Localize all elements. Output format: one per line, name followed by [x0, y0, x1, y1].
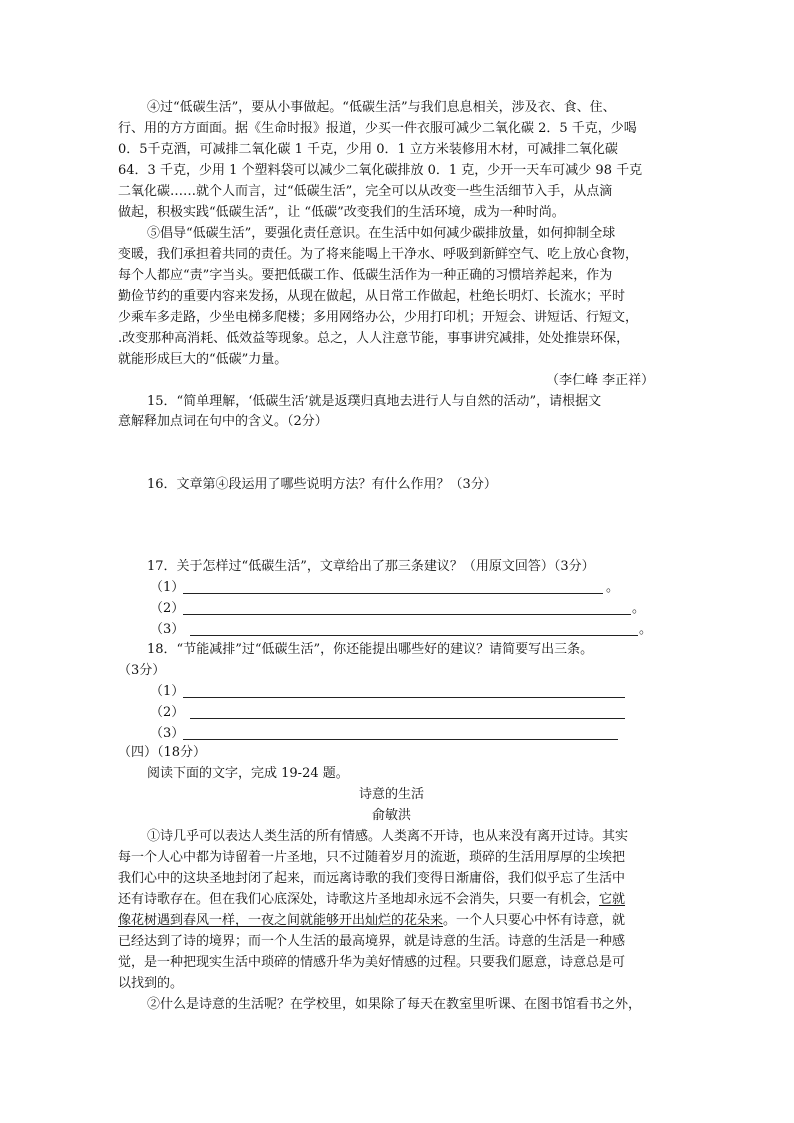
text-line: 我们心中的这块圣地封闭了起来，而远离诗歌的我们变得日渐庸俗，我们似乎忘了生活中 — [118, 871, 626, 886]
text-line: 做起，积极实践“低碳生活”，让 “低碳”改变我们的生活环境，成为一种时尚。 — [118, 205, 565, 220]
text-line: 二氧化碳……就个人而言，过“低碳生活”，完全可以从改变一些生活细节入手，从点滴 — [118, 184, 613, 199]
question-16: 16．文章第④段运用了哪些说明方法？有什么作用？（3分） — [147, 477, 497, 492]
text-line: ⑤倡导“低碳生活”，要强化责任意识。在生活中如何减少碳排放量，如何抑制全球 — [147, 226, 616, 241]
answer-end: 。 — [632, 601, 646, 616]
text-line: 每个人都应“责”字当头。要把低碳工作、低碳生活作为一种正确的习惯培养起来，作为 — [118, 268, 613, 283]
text-segment: 还有诗歌存在。但在我们心底深处，诗歌这片圣地却永远不会消失，只要一有机会， — [118, 892, 600, 907]
text-line — [118, 892, 625, 908]
answer-end: 。 — [606, 580, 620, 595]
text-segment: 。一个人只要心中怀有诗意，就 — [443, 913, 626, 928]
answer-line[interactable] — [183, 697, 625, 698]
text-line: ④过“低碳生活”，要从小事做起。“低碳生活”与我们息息相关，涉及衣、食、住、 — [147, 100, 616, 115]
text-line: 每一个人心中都为诗留着一片圣地，只不过随着岁月的流逝，琐碎的生活用厚厚的尘埃把 — [118, 850, 626, 865]
text-line: 变暖，我们承担着共同的责任。为了将来能喝上干净水、呼吸到新鲜空气、吃上放心食物， — [118, 247, 639, 262]
article-title: 诗意的生活 — [359, 787, 425, 802]
underlined-sentence: 像花树遇到春风一样，一夜之间就能够开出灿烂的花朵来 — [118, 913, 444, 928]
text-line: ①诗几乎可以表达人类生活的所有情感。人类离不开诗，也从来没有离开过诗。其实 — [147, 829, 629, 844]
article-author: 俞敏洪 — [372, 808, 412, 823]
text-line: 行、用的方方面面。据《生命时报》报道，少买一件衣服可减少二氧化碳 2．5 千克，少喝 — [118, 121, 637, 136]
text-line: 以找到的。 — [118, 976, 184, 991]
answer-line[interactable] — [183, 614, 631, 615]
answer-label: （3） — [150, 622, 185, 637]
text-line — [118, 913, 625, 929]
text-line: 勤俭节约的重要内容来发扬，从现在做起，从日常工作做起，杜绝长明灯、长流水；平时 — [118, 289, 626, 304]
text-line: 少乘车多走路，少坐电梯多爬楼；多用网络办公，少用打印机；开短会、讲短话、行短文， — [118, 310, 639, 325]
article-paragraph-2: ②什么是诗意的生活呢？在学校里，如果除了每天在教室里听课、在图书馆看书之外， — [147, 997, 642, 1012]
text-line: 64．3 千克，少用 1 个塑料袋可以减少二氧化碳排放 0．1 克，少开一天车可减少 98 千克 — [118, 163, 643, 178]
answer-label: （2） — [150, 601, 185, 616]
answer-line[interactable] — [190, 718, 625, 719]
answer-line[interactable] — [190, 635, 638, 636]
authors: （李仁峰 李正祥） — [546, 373, 655, 388]
text-line: 0．5千克酒，可减排二氧化碳 1 千克，少用 0．1 立方米装修用木材，可减排二氧化碳 — [118, 142, 618, 157]
underlined-sentence: 它就 — [599, 892, 626, 907]
answer-line[interactable] — [183, 593, 603, 594]
answer-label: （3） — [150, 726, 185, 741]
text-line: 就能形成巨大的“低碳”力量。 — [118, 352, 288, 367]
answer-label: （1） — [150, 580, 185, 595]
text-line: 已经达到了诗的境界；而一个人生活的最高境界，就是诗意的生活。诗意的生活是一种感 — [118, 934, 626, 949]
section-heading: （四）（18分） — [118, 745, 207, 760]
question-text: 17．关于怎样过“低碳生活”，文章给出了那三条建议？（用原文回答）（3分） — [147, 559, 595, 574]
answer-label: （2） — [150, 705, 185, 720]
answer-end: 。 — [639, 622, 653, 637]
question-text: 15．“简单理解，‘低碳生活’就是返璞归真地去进行人与自然的活动”，请根据文 — [147, 394, 602, 409]
question-text: 18．“节能减排”过“低碳生活”，你还能提出哪些好的建议？请简要写出三条。 — [147, 642, 594, 657]
answer-label: （1） — [150, 684, 185, 699]
question-text: （3分） — [118, 663, 166, 678]
text-line: .改变那种高消耗、低效益等现象。总之，人人注意节能，事事讲究减排，处处推崇环保， — [118, 331, 630, 346]
reading-instruction: 阅读下面的文字，完成 19-24 题。 — [147, 766, 349, 781]
text-line: 觉，是一种把现实生活中琐碎的情感升华为美好情感的过程。只要我们愿意，诗意总是可 — [118, 955, 626, 970]
answer-line[interactable] — [183, 739, 618, 740]
question-text: 意解释加点词在句中的含义。（2分） — [118, 414, 328, 429]
